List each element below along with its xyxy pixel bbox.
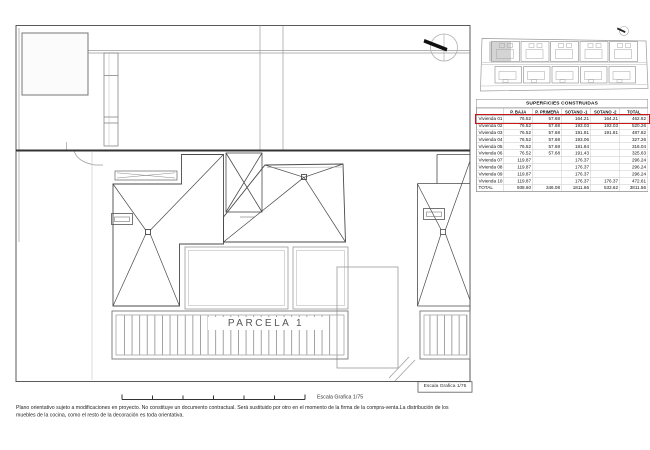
- col-header: [477, 108, 504, 115]
- table-row: Vivienda 09 119.87 176.37 296.24: [478, 171, 646, 177]
- path-steps: [389, 357, 415, 381]
- scale-bar-label: Escala Grafica 1/75: [317, 394, 364, 400]
- scale-box-label: Escala Grafica 1/75: [423, 383, 467, 389]
- disclaimer-line-2: muebles de la cocina, como el resto de la decoración es toda orientativa.: [16, 412, 184, 418]
- garage-outline: [22, 33, 88, 95]
- table-row: Vivienda 06 76.52 57.68 191.43 325.63: [478, 150, 646, 156]
- table-row: Vivienda 08 119.87 176.37 296.24: [478, 164, 646, 170]
- table-title: SUPERFICIES CONSTRUIDAS: [477, 100, 648, 109]
- table-row: Vivienda 03 76.52 57.68 191.81 191.81 487.82: [478, 129, 646, 135]
- col-header: P. BAJA: [504, 108, 533, 115]
- disclaimer: [16, 404, 646, 434]
- table-row: Vivienda 01 76.52 57.68 164.21 164.21 462.62: [478, 116, 646, 122]
- col-header: SOTANO -1: [562, 108, 591, 115]
- table-row: Vivienda 04 76.52 57.68 193.06 327.26: [478, 136, 646, 142]
- col-header: TOTAL: [620, 108, 648, 115]
- wall-strip: [104, 53, 118, 146]
- areas-table: [476, 99, 647, 285]
- table-row: Vivienda 02 76.52 57.68 193.03 193.03 520.26: [478, 123, 646, 129]
- table-row: Vivienda 10 119.87 176.37 176.37 472.61: [478, 178, 646, 184]
- col-header: SOTANO -2: [591, 108, 620, 115]
- roof-beam-marker: [115, 171, 177, 180]
- col-header: P. PRIMERA: [533, 108, 562, 115]
- disclaimer-line-1: Plano orientativo sujeto a modificaciones en proyecto. No constituye un documento contractual. Será sustituido por otro en el momento de la firma de la compra-venta.La distribución de los: [16, 405, 449, 411]
- right-roof: [224, 164, 346, 242]
- scale-bar: [122, 395, 305, 400]
- north-arrow-icon: [424, 34, 458, 61]
- skylight-marker-left: [112, 214, 133, 225]
- table-header-row: [477, 108, 648, 115]
- table-row: Vivienda 07 119.87 176.37 296.24: [478, 157, 646, 163]
- neighbor-roof: [418, 155, 471, 307]
- neighbor-deck-band: [420, 311, 470, 359]
- site-overview-thumbnail: [481, 27, 649, 92]
- north-arrow-mini-icon: [617, 27, 629, 36]
- table-total-row: TOTAL 938.60 346.08 1811.66 533.62 3811.56: [478, 185, 646, 191]
- parcela-label: PARCELA 1: [208, 317, 324, 330]
- table-row: Vivienda 05 76.52 57.68 181.84 316.04: [478, 143, 646, 149]
- parcel-boundary: [16, 151, 470, 381]
